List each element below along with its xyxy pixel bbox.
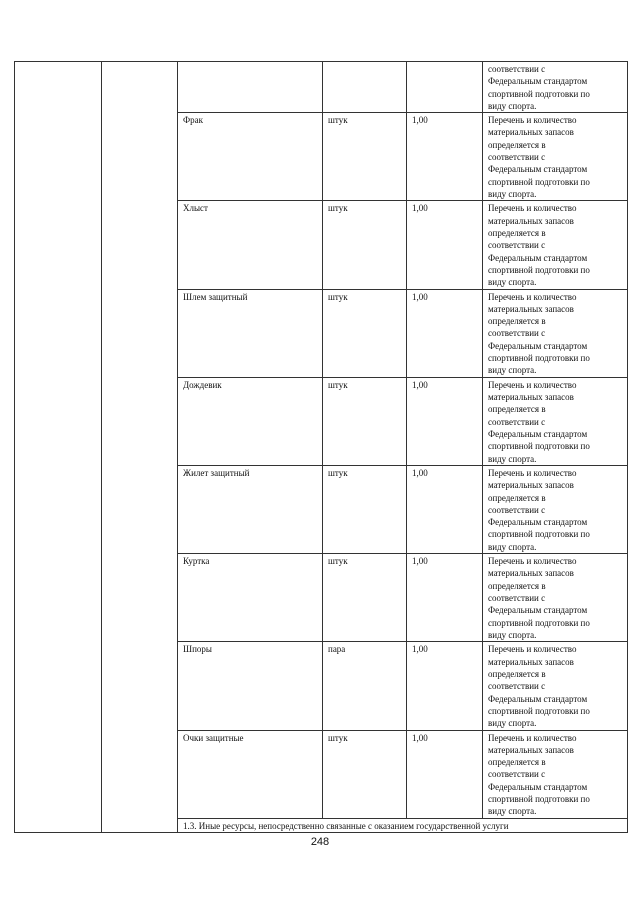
item-name-cell: Фрак bbox=[178, 113, 323, 201]
note-line: материальных запасов bbox=[488, 303, 574, 314]
note-line: Федеральным стандартом bbox=[488, 340, 588, 351]
note-line: спортивной подготовки по bbox=[488, 264, 590, 275]
note-line: материальных запасов bbox=[488, 656, 574, 667]
resource-table bbox=[14, 61, 628, 833]
note-line: соответствии с bbox=[488, 152, 546, 163]
note-line: определяется в bbox=[488, 227, 546, 238]
item-name-cell: Очки защитные bbox=[178, 730, 323, 818]
item-name-cell: Шлем защитный bbox=[178, 289, 323, 377]
note-line: Федеральным стандартом bbox=[488, 252, 588, 263]
item-unit-cell: штук bbox=[323, 201, 407, 289]
item-name-cell: Шпоры bbox=[178, 642, 323, 730]
item-note-cell bbox=[483, 289, 628, 377]
note-line: материальных запасов bbox=[488, 127, 574, 138]
item-note-cell bbox=[483, 642, 628, 730]
item-unit-cell: штук bbox=[323, 465, 407, 553]
note-line: виду спорта. bbox=[488, 806, 537, 817]
note-cell-continued bbox=[483, 62, 628, 113]
note-line: определяется в bbox=[488, 139, 546, 150]
note-line: Федеральным стандартом bbox=[488, 164, 588, 175]
note-line: определяется в bbox=[488, 668, 546, 679]
note-line: спортивной подготовки по bbox=[488, 617, 590, 628]
note-line: материальных запасов bbox=[488, 392, 574, 403]
note-line: соответствии с bbox=[488, 64, 546, 74]
note-line: Перечень и количество bbox=[488, 467, 577, 478]
item-quantity-cell: 1,00 bbox=[407, 377, 483, 465]
note-line: соответствии с bbox=[488, 240, 546, 251]
note-line: материальных запасов bbox=[488, 480, 574, 491]
note-line: материальных запасов bbox=[488, 744, 574, 755]
note-line: спортивной подготовки по bbox=[488, 176, 590, 187]
item-name-cell: Дождевик bbox=[178, 377, 323, 465]
item-note-cell bbox=[483, 730, 628, 818]
note-line: спортивной подготовки по bbox=[488, 441, 590, 452]
note-line: Федеральным стандартом bbox=[488, 781, 588, 792]
page-number: 248 bbox=[310, 836, 330, 848]
note-line: Перечень и количество bbox=[488, 556, 577, 567]
item-unit-cell: штук bbox=[323, 554, 407, 642]
item-note-cell bbox=[483, 465, 628, 553]
empty-cell-name bbox=[178, 62, 323, 113]
empty-cell-unit bbox=[323, 62, 407, 113]
empty-cell-qty bbox=[407, 62, 483, 113]
note-line: соответствии с bbox=[488, 769, 546, 780]
note-line: определяется в bbox=[488, 580, 546, 591]
note-line: Перечень и количество bbox=[488, 291, 577, 302]
item-quantity-cell: 1,00 bbox=[407, 113, 483, 201]
note-line: Перечень и количество bbox=[488, 379, 577, 390]
item-note-cell bbox=[483, 113, 628, 201]
note-line: виду спорта. bbox=[488, 629, 537, 640]
note-line: виду спорта. bbox=[488, 365, 537, 376]
item-unit-cell: штук bbox=[323, 113, 407, 201]
item-unit-cell: пара bbox=[323, 642, 407, 730]
note-line: Перечень и количество bbox=[488, 203, 577, 214]
item-quantity-cell: 1,00 bbox=[407, 554, 483, 642]
item-name-cell: Куртка bbox=[178, 554, 323, 642]
note-line: соответствии с bbox=[488, 593, 546, 604]
resource-table-body bbox=[15, 62, 628, 833]
note-line: соответствии с bbox=[488, 328, 546, 339]
note-line: спортивной подготовки по bbox=[488, 88, 590, 99]
note-line: Федеральным стандартом bbox=[488, 428, 588, 439]
note-line: Федеральным стандартом bbox=[488, 517, 588, 528]
note-line: определяется в bbox=[488, 757, 546, 768]
item-quantity-cell: 1,00 bbox=[407, 730, 483, 818]
note-line: материальных запасов bbox=[488, 215, 574, 226]
note-line: Федеральным стандартом bbox=[488, 693, 588, 704]
note-line: Перечень и количество bbox=[488, 732, 577, 743]
empty-cell-col2 bbox=[102, 62, 178, 833]
note-line: виду спорта. bbox=[488, 541, 537, 552]
note-line: определяется в bbox=[488, 404, 546, 415]
note-line: Федеральным стандартом bbox=[488, 76, 588, 87]
note-line: виду спорта. bbox=[488, 453, 537, 464]
item-name-cell: Жилет защитный bbox=[178, 465, 323, 553]
note-line: соответствии с bbox=[488, 416, 546, 427]
note-line: соответствии с bbox=[488, 504, 546, 515]
item-quantity-cell: 1,00 bbox=[407, 201, 483, 289]
item-note-cell bbox=[483, 201, 628, 289]
note-line: Перечень и количество bbox=[488, 115, 577, 126]
note-line: спортивной подготовки по bbox=[488, 353, 590, 364]
note-line: определяется в bbox=[488, 316, 546, 327]
empty-cell-col1 bbox=[15, 62, 102, 833]
note-line: виду спорта. bbox=[488, 277, 537, 288]
item-note-cell bbox=[483, 377, 628, 465]
item-quantity-cell: 1,00 bbox=[407, 465, 483, 553]
note-line: спортивной подготовки по bbox=[488, 705, 590, 716]
item-unit-cell: штук bbox=[323, 730, 407, 818]
item-quantity-cell: 1,00 bbox=[407, 642, 483, 730]
item-unit-cell: штук bbox=[323, 289, 407, 377]
table-row-continued bbox=[15, 62, 628, 113]
note-line: Перечень и количество bbox=[488, 644, 577, 655]
note-line: спортивной подготовки по bbox=[488, 529, 590, 540]
note-line: Федеральным стандартом bbox=[488, 605, 588, 616]
note-line: виду спорта. bbox=[488, 188, 537, 199]
note-line: материальных запасов bbox=[488, 568, 574, 579]
note-line: спортивной подготовки по bbox=[488, 793, 590, 804]
note-line: соответствии с bbox=[488, 681, 546, 692]
note-line: определяется в bbox=[488, 492, 546, 503]
item-unit-cell: штук bbox=[323, 377, 407, 465]
item-quantity-cell: 1,00 bbox=[407, 289, 483, 377]
item-note-cell bbox=[483, 554, 628, 642]
item-name-cell: Хлыст bbox=[178, 201, 323, 289]
section-heading: 1.3. Иные ресурсы, непосредственно связанные с оказанием государственной услуги bbox=[178, 818, 628, 832]
note-line: виду спорта. bbox=[488, 718, 537, 729]
note-line: виду спорта. bbox=[488, 100, 537, 111]
